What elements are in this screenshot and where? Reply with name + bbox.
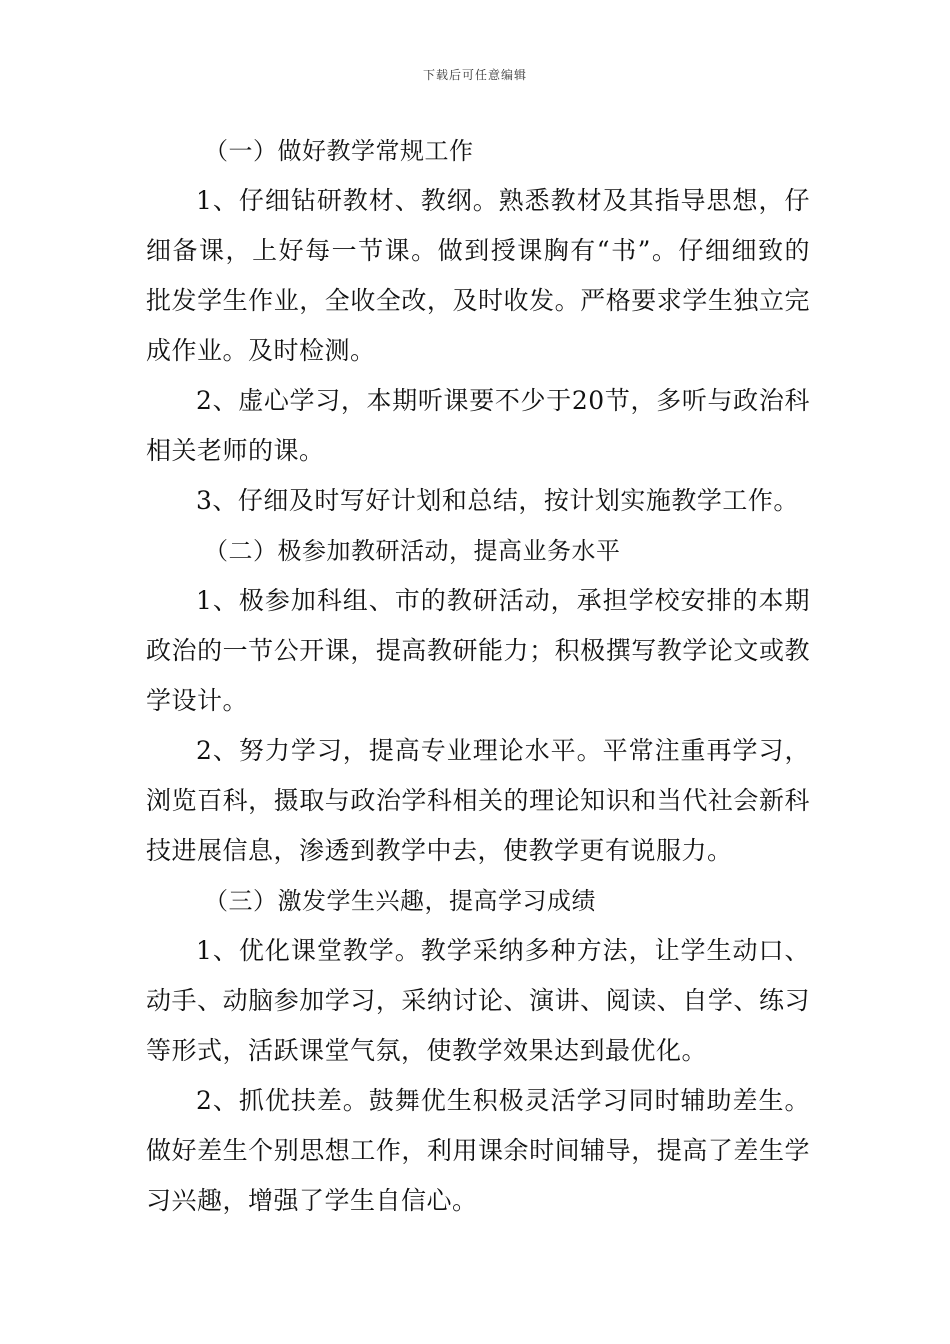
paragraph: 2、抓优扶差。鼓舞优生积极灵活学习同时辅助差生。做好差生个别思想工作，利用课余时间辅导，提高了差生学习兴趣，增强了学生自信心。	[146, 1086, 810, 1215]
paragraph: 1、优化课堂教学。教学采纳多种方法，让学生动口、动手、动脑参加学习，采纳讨论、演讲、阅读、自学、练习等形式，活跃课堂气氛，使教学效果达到最优化。	[146, 936, 810, 1065]
paragraph: 1、极参加科组、市的教研活动，承担学校安排的本期政治的一节公开课，提高教研能力；积极撰写教学论文或教学设计。	[146, 586, 810, 715]
paragraph: 3、仔细及时写好计划和总结，按计划实施教学工作。	[196, 486, 799, 515]
page-header-note: 下载后可任意编辑	[422, 68, 527, 82]
paragraph: 2、虚心学习，本期听课要不少于20节，多听与政治科相关老师的课。	[146, 386, 810, 465]
section-heading: （三）激发学生兴趣，提高学习成绩	[204, 887, 596, 915]
paragraph: 2、努力学习，提高专业理论水平。平常注重再学习，浏览百科，摄取与政治学科相关的理论知识和当代社会新科技进展信息，渗透到教学中去，使教学更有说服力。	[146, 736, 810, 865]
document-body	[146, 126, 810, 1226]
section-heading: （二）极参加教研活动，提高业务水平	[204, 537, 621, 565]
paragraph: 1、仔细钻研教材、教纲。熟悉教材及其指导思想，仔细备课，上好每一节课。做到授课胸有“书”。仔细细致的批发学生作业，全收全改，及时收发。严格要求学生独立完成作业。及时检测。	[146, 186, 810, 365]
section-heading: （一）做好教学常规工作	[204, 137, 474, 165]
